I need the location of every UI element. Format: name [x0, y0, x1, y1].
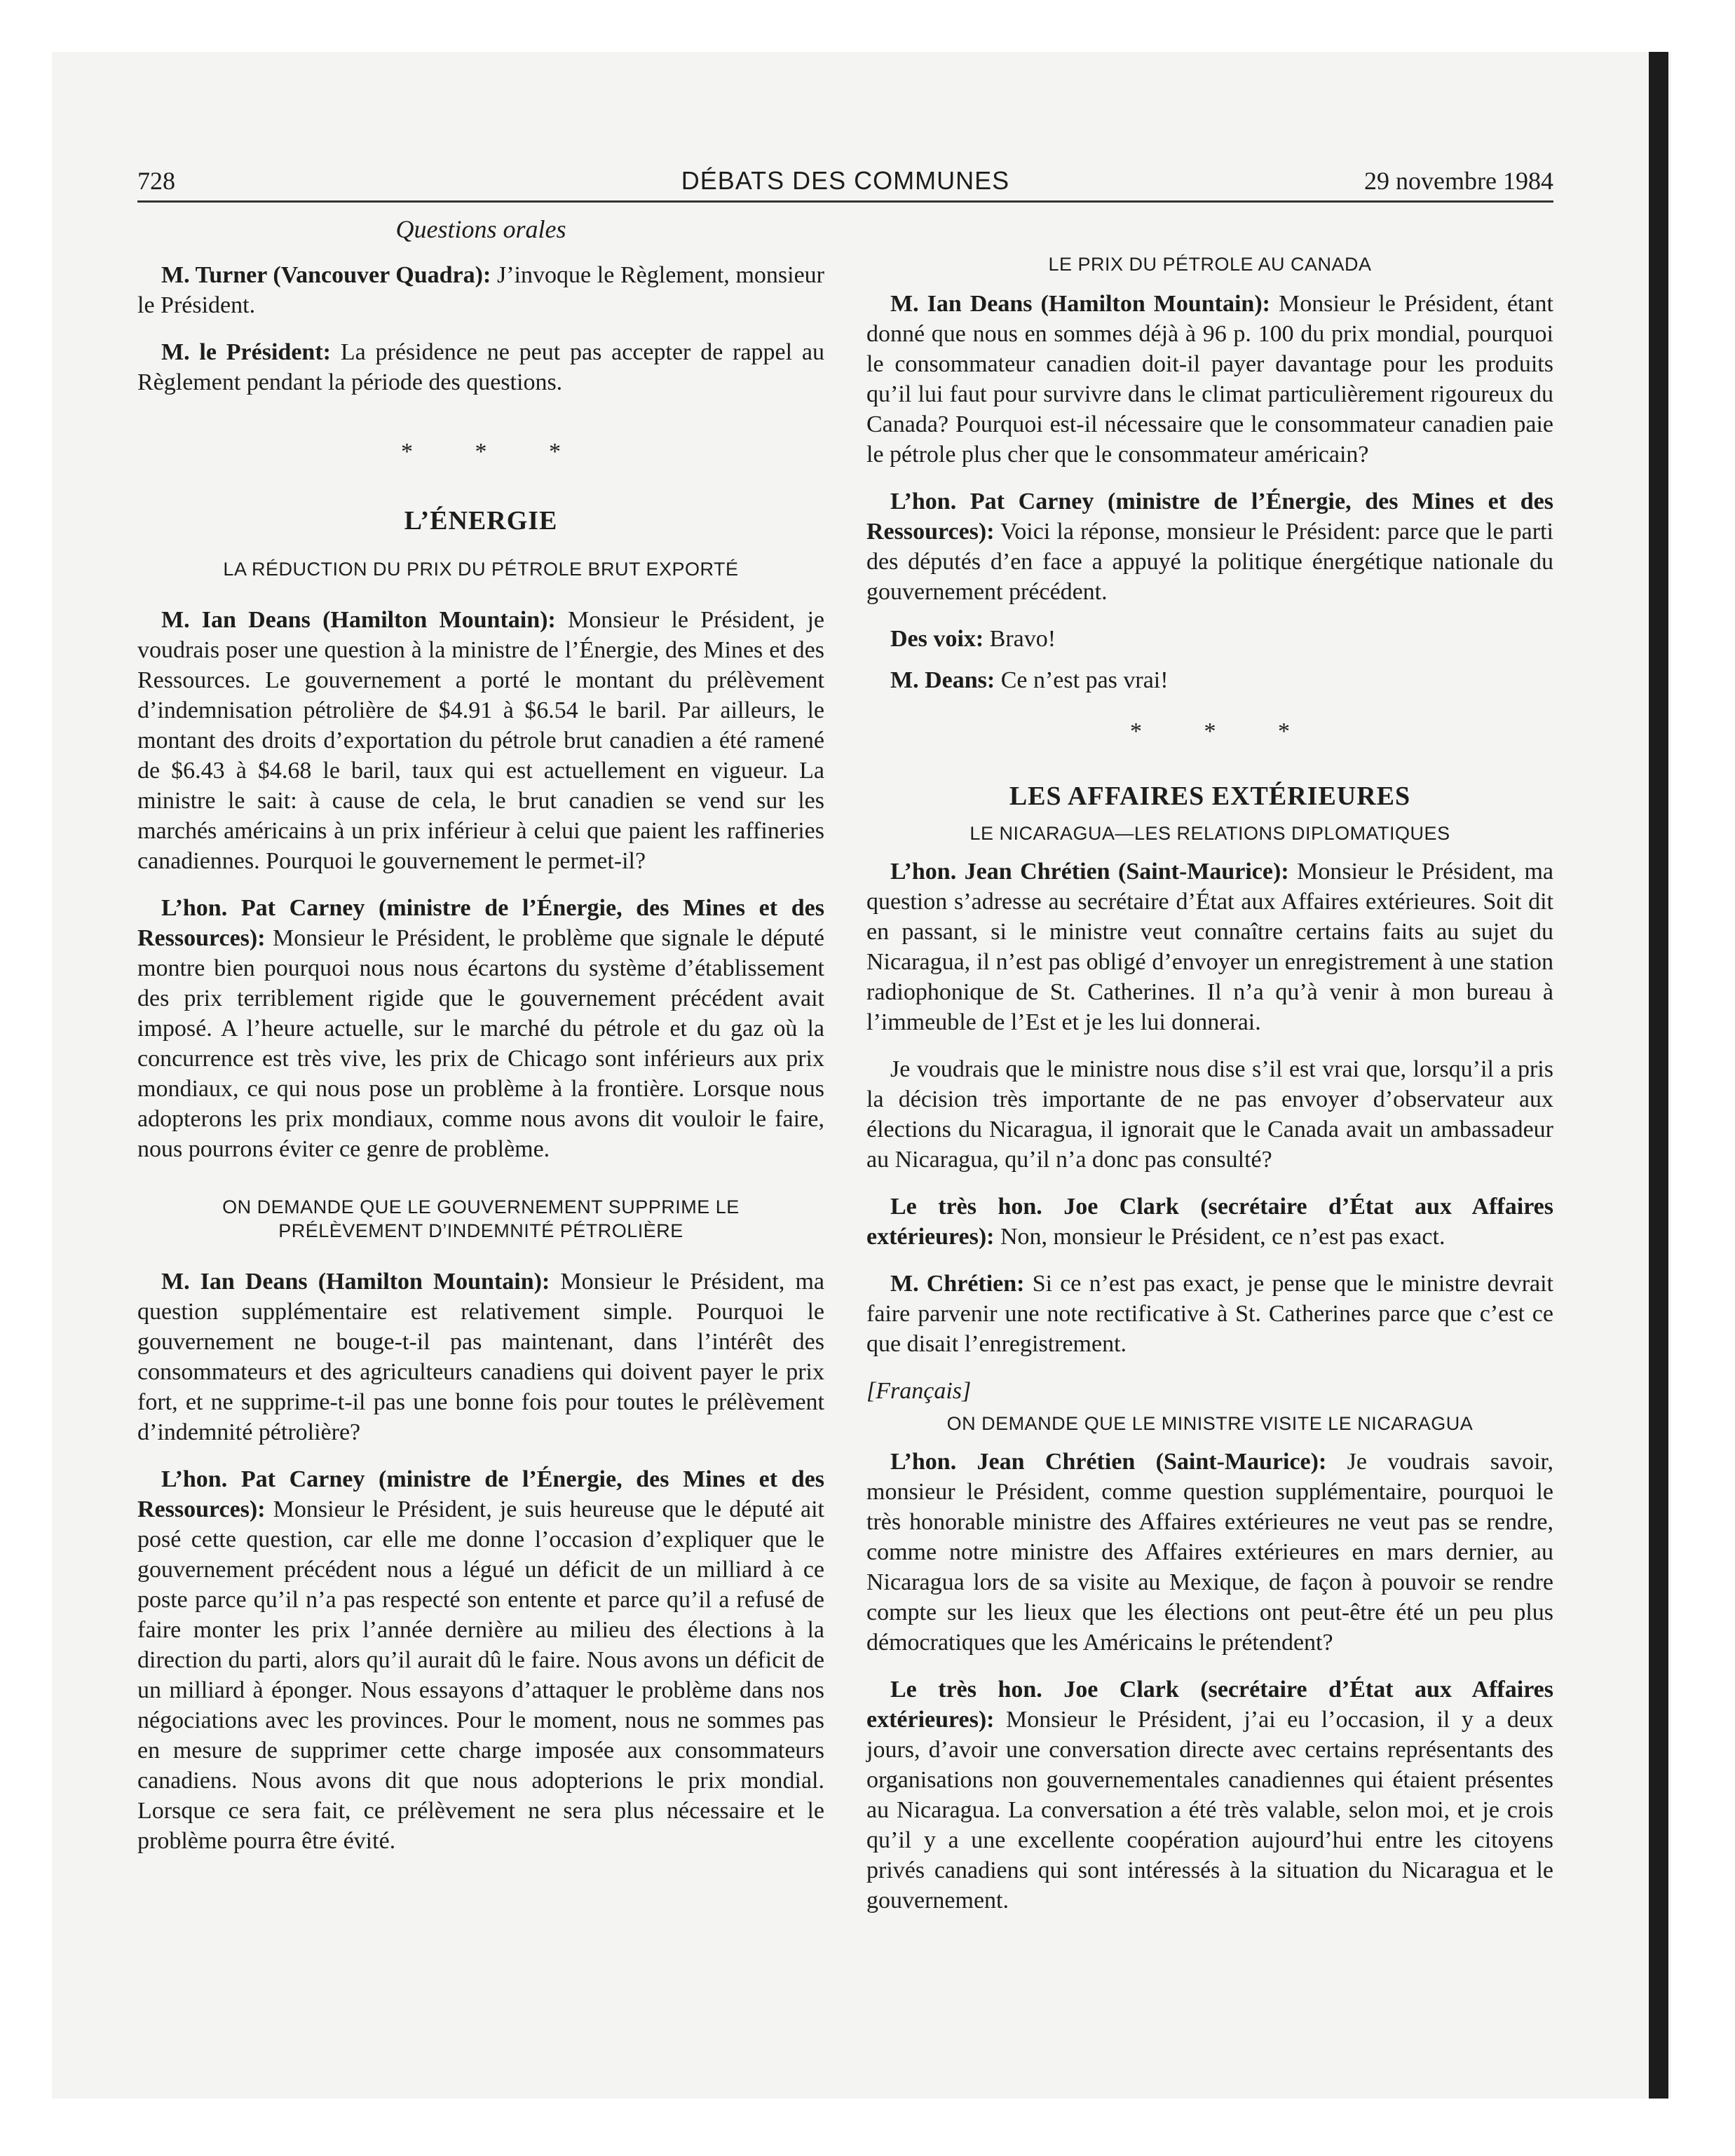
speech-text: Non, monsieur le Président, ce n’est pas exact.	[994, 1224, 1445, 1250]
intervention	[137, 605, 824, 876]
minor-heading: LE NICARAGUA—LES RELATIONS DIPLOMATIQUES	[969, 823, 1450, 844]
speaker-name: M. Ian Deans (Hamilton Mountain):	[161, 607, 556, 633]
intervention	[137, 337, 824, 397]
speech-text: Bravo!	[984, 626, 1056, 652]
speaker-name: M. Turner (Vancouver Quadra):	[161, 262, 491, 288]
speech-text: La présidence ne peut pas accepter de rappel au Règlement pendant la période des questions.	[137, 339, 825, 395]
speech-text: Monsieur le Président, je voudrais poser une question à la ministre de l’Énergie, des Mines et des Ressources. Le gouvernement a porté le montant du prélèvement d’indemnisation pétrolière de $4.91 à $6.54 le baril. Par ailleurs, le montant des droits d’exportation du pétrole brut canadien a été ramené de $6.43 à $4.68 le baril, taux qui est actuellement en vigueur. La ministre le sait: à cause de cela, le brut canadien se vend sur les marchés américains à un prix inférieur à celui que paient les raffineries canadiennes. Pourquoi le gouvernement le permet-il?	[137, 607, 824, 874]
speech-text: J’invoque le Règlement, monsieur le Président.	[137, 262, 824, 318]
intervention	[137, 893, 824, 1164]
major-heading: LES AFFAIRES EXTÉRIEURES	[1009, 782, 1411, 811]
intervention	[866, 1269, 1553, 1359]
speech-text: Monsieur le Président, je suis heureuse que le député ait posé cette question, car elle me donne l’occasion d’expliquer que le gouvernement précédent nous a légué un déficit de un milliard à ce poste parce qu’il n’a pas respecté son entente et parce qu’il a refusé de faire monter les prix l’année dernière au milieu des élections à la direction du parti, alors qu’il aurait dû le faire. Nous avons un déficit de un milliard à éponger. Nous essayons d’attaquer le problème dans nos négociations avec les provinces. Pour le moment, nous ne sommes pas en mesure de supprimer cette charge imposée aux consommateurs canadiens. Nous avons dit que nous adopterions le prix mondial. Lorsque ce sera fait, ce prélèvement ne sera plus nécessaire et le problème pourra être évité.	[137, 1496, 824, 1854]
speech-text: Voici la réponse, monsieur le Président: parce que le parti des députés d’en face a appuyé la politique énergétique nationale du gouvernement précédent.	[866, 519, 1553, 605]
speaker-name: L’hon. Jean Chrétien (Saint-Maurice):	[890, 1449, 1327, 1475]
language-tag: [Français]	[866, 1378, 972, 1404]
left-column	[137, 214, 824, 1873]
speaker-name: M. Chrétien:	[890, 1271, 1025, 1297]
minor-heading: LA RÉDUCTION DU PRIX DU PÉTROLE BRUT EXPORTÉ	[223, 559, 739, 580]
intervention	[137, 1267, 824, 1447]
major-heading: L’ÉNERGIE	[404, 506, 558, 535]
intervention	[137, 1464, 824, 1856]
intervention	[137, 260, 824, 320]
intervention	[866, 1674, 1553, 1916]
minor-heading: ON DEMANDE QUE LE GOUVERNEMENT SUPPRIME LE PRÉLÈVEMENT D’INDEMNITÉ PÉTROLIÈRE	[222, 1196, 740, 1241]
speaker-name: L’hon. Jean Chrétien (Saint-Maurice):	[890, 859, 1289, 885]
speech-text: Ce n’est pas vrai!	[995, 667, 1169, 693]
publication-title: DÉBATS DES COMMUNES	[681, 166, 1010, 195]
intervention	[866, 486, 1553, 607]
intervention	[866, 1192, 1553, 1252]
section-separator: * * *	[401, 439, 589, 465]
speech-text: Monsieur le Président, ma question s’adresse au secrétaire d’État aux Affaires extérieures. Soit dit en passant, si le ministre veut connaître certains faits au sujet du Nicaragua, il n’est pas obligé d’envoyer un enregistrement à une station radiophonique de St. Catherines. Il n’a qu’à venir à mon bureau à l’immeuble de l’Est et je les lui donnerai.	[866, 859, 1553, 1035]
speaker-name: Des voix:	[890, 626, 984, 652]
intervention	[866, 624, 1553, 654]
page-number: 728	[137, 167, 175, 195]
speaker-name: L’hon. Pat Carney (ministre de l’Énergie, des Mines et des Ressources):	[137, 895, 824, 951]
hansard-page	[137, 161, 1553, 2068]
right-column	[866, 252, 1553, 1932]
page-date: 29 novembre 1984	[1364, 167, 1553, 195]
intervention	[866, 857, 1553, 1037]
speech-text: Monsieur le Président, le problème que signale le député montre bien pourquoi nous nous écartons du système d’établissement des prix terriblement rigide que le gouvernement précédent avait imposé. A l’heure actuelle, sur le marché du pétrole et du gaz où la concurrence est très vive, les prix de Chicago sont inférieurs aux prix mondiaux, ce qui nous pose un problème à la frontière. Lorsque nous adopterons les prix mondiaux, comme nous avons dit vouloir le faire, nous pourrons éviter ce genre de problème.	[137, 925, 824, 1162]
speaker-name: L’hon. Pat Carney (ministre de l’Énergie, des Mines et des Ressources):	[866, 489, 1553, 545]
speech-text: Monsieur le Président, ma question supplémentaire est relativement simple. Pourquoi le gouvernement ne bouge-t-il pas maintenant, dans l’intérêt des consommateurs et des agriculteurs canadiens qui doivent payer le prix fort, et ne supprime-t-il pas une bonne fois pour toutes le prélèvement d’indemnité pétrolière?	[137, 1269, 824, 1445]
speaker-name: M. Ian Deans (Hamilton Mountain):	[161, 1269, 550, 1295]
speech-text: Je voudrais savoir, monsieur le Président, comme question supplémentaire, pourquoi le très honorable ministre des Affaires extérieures ne veut pas se rendre, comme notre ministre des Affaires extérieures en mars dernier, au Nicaragua lors de sa visite au Mexique, de façon à pouvoir se rendre compte sur les lieux que les élections ont peut-être été un peu plus démocratiques que les Américains le prétendent?	[866, 1449, 1553, 1656]
page-header	[137, 161, 1553, 203]
intervention	[866, 289, 1553, 470]
section-separator: * * *	[1130, 718, 1318, 744]
speaker-name: M. le Président:	[161, 339, 331, 365]
intervention	[866, 1447, 1553, 1658]
speech-text: Si ce n’est pas exact, je pense que le ministre devrait faire parvenir une note rectificative à St. Catherines parce que c’est ce que disait l’enregistrement.	[866, 1271, 1554, 1357]
speech-text: Monsieur le Président, j’ai eu l’occasion, il y a deux jours, d’avoir une conversation directe avec certains représentants des organisations non gouvernementales canadiennes qui étaient présentes au Nicaragua. La conversation a été très valable, selon moi, et je crois qu’il y a une excellente coopération aujourd’hui entre les citoyens privés canadiens qui sont intéressés à la situation du Nicaragua et le gouvernement.	[866, 1707, 1553, 1913]
minor-heading: ON DEMANDE QUE LE MINISTRE VISITE LE NICARAGUA	[946, 1413, 1474, 1434]
speech-paragraph: Je voudrais que le ministre nous dise s’il est vrai que, lorsqu’il a pris la décision très importante de ne pas envoyer d’observateur aux élections du Nicaragua, il ignorait que le Canada avait un ambassadeur au Nicaragua, qu’il n’a donc pas consulté?	[866, 1056, 1553, 1173]
speaker-name: Le très hon. Joe Clark (secrétaire d’État aux Affaires extérieures):	[866, 1677, 1553, 1733]
scan-edge-bar	[1649, 52, 1668, 2099]
speaker-name: M. Deans:	[890, 667, 995, 693]
speaker-name: L’hon. Pat Carney (ministre de l’Énergie, des Mines et des Ressources):	[137, 1466, 824, 1522]
intervention	[866, 665, 1553, 695]
speech-text: Monsieur le Président, étant donné que nous en sommes déjà à 96 p. 100 du prix mondial, pourquoi le consommateur canadien doit-il payer davantage pour les produits qu’il lui faut pour survivre dans le climat particulièrement rigoureux du Canada? Pourquoi est-il nécessaire que le consommateur canadien paie le pétrole plus cher que le consommateur américain?	[866, 291, 1553, 468]
minor-heading: LE PRIX DU PÉTROLE AU CANADA	[1048, 254, 1372, 275]
speaker-name: M. Ian Deans (Hamilton Mountain):	[890, 291, 1270, 317]
section-title: Questions orales	[395, 215, 566, 243]
speaker-name: Le très hon. Joe Clark (secrétaire d’État aux Affaires extérieures):	[866, 1194, 1553, 1250]
